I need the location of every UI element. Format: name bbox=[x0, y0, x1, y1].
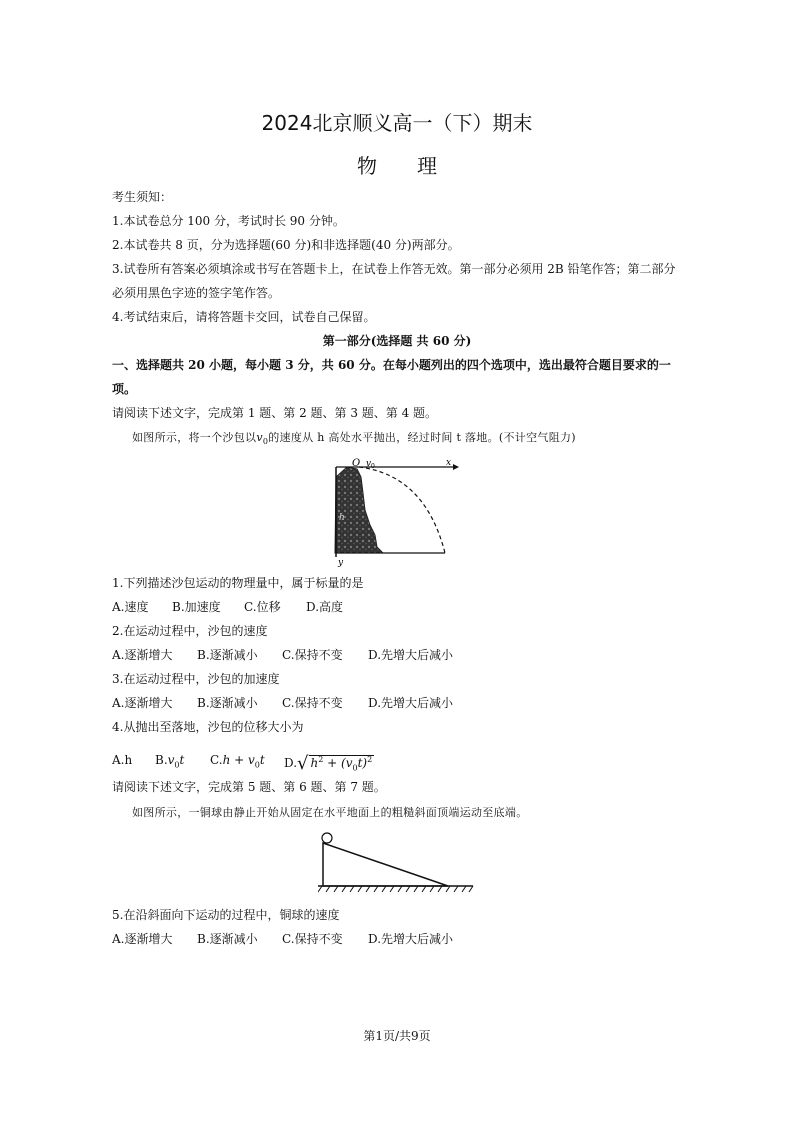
q2-stem: 2.在运动过程中，沙包的速度 bbox=[112, 624, 268, 638]
q1-option-b: B.加速度 bbox=[172, 600, 221, 614]
q3-option-b: B.逐渐减小 bbox=[197, 696, 258, 710]
q5-option-b: B.逐渐减小 bbox=[197, 932, 258, 946]
group2-intro: 如图所示，一铜球由静止开始从固定在水平地面上的粗糙斜面顶端运动至底端。 bbox=[132, 806, 528, 819]
q4-b-sub: 0 bbox=[174, 760, 180, 770]
q2-option-a: A.逐渐增大 bbox=[112, 648, 173, 662]
q3-option-c: C.保持不变 bbox=[282, 696, 343, 710]
q4-d-sup: 2 bbox=[318, 755, 324, 764]
projectile-figure bbox=[325, 455, 465, 570]
q3-stem: 3.在运动过程中，沙包的加速度 bbox=[112, 672, 280, 686]
q2-option-c: C.保持不变 bbox=[282, 648, 343, 662]
notice-item-3-cont: 必须用黑色字迹的签字笔作答。 bbox=[112, 286, 281, 300]
q4-d-t: t) bbox=[357, 756, 368, 770]
q2-option-b: B.逐渐减小 bbox=[197, 648, 258, 662]
q4-b-t: t bbox=[179, 753, 185, 767]
h-label: h bbox=[339, 513, 345, 523]
section-instructions-cont: 项。 bbox=[112, 382, 137, 396]
q3-option-d: D.先增大后减小 bbox=[368, 696, 454, 710]
sqrt-icon: √ bbox=[297, 753, 309, 774]
q4-d-h: h bbox=[310, 756, 319, 770]
copper-ball bbox=[322, 833, 332, 843]
q5-option-d: D.先增大后减小 bbox=[368, 932, 454, 946]
part1-heading: 第一部分(选择题 共 60 分) bbox=[322, 334, 472, 348]
q4-option-b bbox=[155, 752, 184, 773]
intro-v: v bbox=[256, 431, 263, 444]
group2-lead: 请阅读下述文字，完成第 5 题、第 6 题、第 7 题。 bbox=[112, 780, 386, 794]
x-label: x bbox=[446, 458, 452, 468]
page-number: 第1页/共9页 bbox=[363, 1029, 431, 1043]
group1-intro bbox=[132, 430, 576, 450]
notice-item-3: 3.试卷所有答案必须填涂或书写在答题卡上，在试卷上作答无效。第一部分必须用 2B 铅笔作答；第二部分 bbox=[112, 262, 676, 276]
q4-c-expr: h + v bbox=[222, 753, 255, 767]
q5-option-c: C.保持不变 bbox=[282, 932, 343, 946]
q1-option-a: A.速度 bbox=[112, 600, 149, 614]
group1-lead: 请阅读下述文字，完成第 1 题、第 2 题、第 3 题、第 4 题。 bbox=[112, 406, 438, 420]
q1-option-c: C.位移 bbox=[244, 600, 281, 614]
q4-d-radicand bbox=[309, 755, 375, 773]
q4-stem: 4.从抛出至落地，沙包的位移大小为 bbox=[112, 720, 304, 734]
q4-b-v: v bbox=[167, 753, 175, 767]
q1-stem: 1.下列描述沙包运动的物理量中，属于标量的是 bbox=[112, 576, 364, 590]
v0-label-sub: 0 bbox=[371, 463, 375, 470]
q4-option-a: A.h bbox=[112, 753, 133, 767]
notice-item-4: 4.考试结束后，请将答题卡交回，试卷自己保留。 bbox=[112, 310, 376, 324]
q4-c-prefix: C. bbox=[210, 753, 223, 767]
ground-hatching bbox=[318, 886, 473, 892]
q4-option-c bbox=[210, 752, 265, 773]
y-label: y bbox=[338, 558, 344, 568]
origin-label: O bbox=[352, 458, 361, 469]
q4-c-sub: 0 bbox=[254, 760, 260, 770]
intro-text-b: 的速度从 h 高处水平抛出，经过时间 t 落地。(不计空气阻力) bbox=[268, 431, 576, 444]
q1-option-d: D.高度 bbox=[306, 600, 344, 614]
q4-d-prefix: D. bbox=[284, 756, 298, 770]
intro-v-sub: 0 bbox=[262, 437, 269, 447]
q4-d-sup2: 2 bbox=[367, 755, 373, 764]
notice-heading: 考生须知： bbox=[112, 190, 173, 204]
exam-title: 2024北京顺义高一（下）期末 bbox=[261, 111, 533, 135]
incline-figure bbox=[318, 828, 478, 898]
q5-option-a: A.逐渐增大 bbox=[112, 932, 173, 946]
q4-d-sub: 0 bbox=[352, 763, 358, 773]
x-arrow bbox=[453, 464, 459, 470]
cliff-shape bbox=[335, 467, 383, 553]
q3-option-a: A.逐渐增大 bbox=[112, 696, 173, 710]
q4-option-d bbox=[284, 752, 374, 776]
q4-d-mid: + (v bbox=[323, 756, 353, 770]
v0-label: v bbox=[366, 459, 372, 469]
incline-slope bbox=[323, 843, 448, 886]
intro-text-a: 如图所示，将一个沙包以 bbox=[132, 431, 257, 444]
q4-b-prefix: B. bbox=[155, 753, 168, 767]
q5-stem: 5.在沿斜面向下运动的过程中，铜球的速度 bbox=[112, 908, 340, 922]
notice-item-1: 1.本试卷总分 100 分，考试时长 90 分钟。 bbox=[112, 214, 345, 228]
subject-title: 物 理 bbox=[357, 154, 437, 178]
section-instructions: 一、选择题共 20 小题，每小题 3 分，共 60 分。在每小题列出的四个选项中，选出最符合题目要求的一 bbox=[112, 358, 671, 372]
notice-item-2: 2.本试卷共 8 页，分为选择题(60 分)和非选择题(40 分)两部分。 bbox=[112, 238, 460, 252]
q2-option-d: D.先增大后减小 bbox=[368, 648, 454, 662]
q4-c-t: t bbox=[259, 753, 265, 767]
